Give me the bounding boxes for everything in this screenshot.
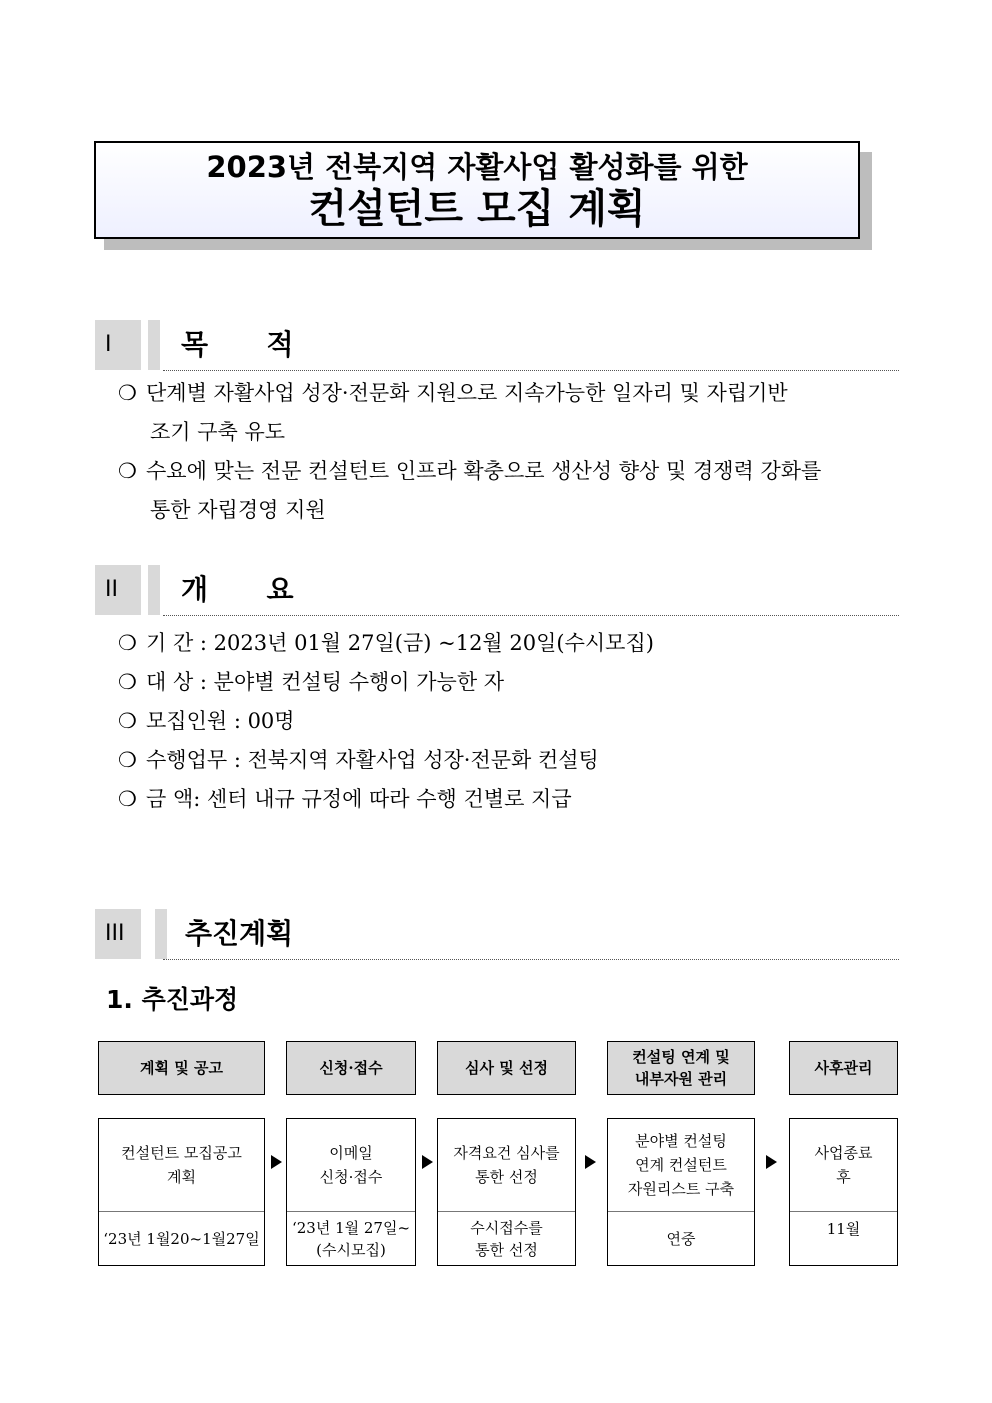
section-bar xyxy=(155,909,167,959)
stage-detail: 분야별 컨설팅 연계 컨설턴트 자원리스트 구축 xyxy=(627,1132,735,1198)
overview-item-duties: ❍ 수행업무 : 전북지역 자활사업 성장·전문화 컨설팅 xyxy=(118,741,894,780)
stage-card xyxy=(98,1118,265,1266)
stage-label: 사후관리 xyxy=(789,1041,898,1095)
bullet-ring-icon: ❍ xyxy=(118,748,137,772)
bullet-ring-icon: ❍ xyxy=(118,787,137,811)
overview-item-period: ❍ 기 간 : 2023년 01월 27일(금) ~12월 20일(수시모집) xyxy=(118,624,894,663)
purpose-list xyxy=(118,374,894,530)
stage-detail: 이메일 신청·접수 xyxy=(319,1144,383,1186)
purpose-item-line2: 조기 구축 유도 xyxy=(150,420,286,444)
section-number: II xyxy=(95,565,141,615)
purpose-item-line1: 단계별 자활사업 성장·전문화 지원으로 지속가능한 일자리 및 자립기반 xyxy=(146,381,788,405)
section-bar xyxy=(148,320,160,370)
stage-card xyxy=(789,1118,898,1266)
section-rule xyxy=(163,959,899,960)
stage-label: 신청·접수 xyxy=(286,1041,416,1095)
bullet-ring-icon: ❍ xyxy=(118,381,137,405)
section-heading: 추진계획 xyxy=(185,917,294,950)
stage-card xyxy=(607,1118,755,1266)
overview-item-headcount: ❍ 모집인원 : 00명 xyxy=(118,702,894,741)
section-header-overview xyxy=(95,565,899,617)
overview-list xyxy=(118,624,894,819)
stage-detail: 사업종료 후 xyxy=(814,1144,873,1186)
purpose-item xyxy=(118,374,894,452)
stage-label: 컨설팅 연계 및 내부자원 관리 xyxy=(607,1041,755,1095)
section-header-purpose xyxy=(95,320,899,372)
stage-card xyxy=(437,1118,576,1266)
stage-period: ‘23년 1월20~1월27일 xyxy=(103,1229,260,1248)
section-number: III xyxy=(95,909,141,959)
section-rule xyxy=(163,370,899,371)
stage-period: 수시접수를 통한 선정 xyxy=(470,1218,543,1259)
document-title-line2: 컨설턴트 모집 계획 xyxy=(308,186,646,232)
document-title-box xyxy=(94,141,860,239)
stage-card xyxy=(286,1118,416,1266)
document-title-line1: 2023년 전북지역 자활사업 활성화를 위한 xyxy=(206,150,748,184)
section-heading: 개 요 xyxy=(181,573,294,606)
stage-period: 11월 xyxy=(826,1220,861,1238)
purpose-item xyxy=(118,452,894,530)
stage-detail: 컨설턴트 모집공고 계획 xyxy=(121,1144,242,1186)
stage-label: 계획 및 공고 xyxy=(98,1041,265,1095)
bullet-ring-icon: ❍ xyxy=(118,631,137,655)
arrow-right-icon xyxy=(422,1155,433,1169)
purpose-item-line1: 수요에 맞는 전문 컨설턴트 인프라 확충으로 생산성 향상 및 경쟁력 강화를 xyxy=(146,459,822,483)
section-header-plan xyxy=(95,909,899,961)
stage-detail: 자격요건 심사를 통한 선정 xyxy=(453,1144,560,1186)
section-number: I xyxy=(95,320,141,370)
section-rule xyxy=(163,615,899,616)
arrow-right-icon xyxy=(585,1155,596,1169)
stage-period: ‘23년 1월 27일~ (수시모집) xyxy=(291,1218,411,1259)
bullet-ring-icon: ❍ xyxy=(118,709,137,733)
section-heading: 목 적 xyxy=(181,328,294,361)
overview-item-target: ❍ 대 상 : 분야별 컨설팅 수행이 가능한 자 xyxy=(118,663,894,702)
bullet-ring-icon: ❍ xyxy=(118,670,137,694)
purpose-item-line2: 통한 자립경영 지원 xyxy=(150,498,326,522)
stage-label: 심사 및 선정 xyxy=(437,1041,576,1095)
stage-period: 연중 xyxy=(666,1229,696,1248)
overview-item-amount: ❍ 금 액: 센터 내규 규정에 따라 수행 건별로 지급 xyxy=(118,780,894,819)
arrow-right-icon xyxy=(766,1155,777,1169)
arrow-right-icon xyxy=(271,1155,282,1169)
process-subheading: 1. 추진과정 xyxy=(106,985,239,1014)
bullet-ring-icon: ❍ xyxy=(118,459,137,483)
section-bar xyxy=(148,565,160,615)
